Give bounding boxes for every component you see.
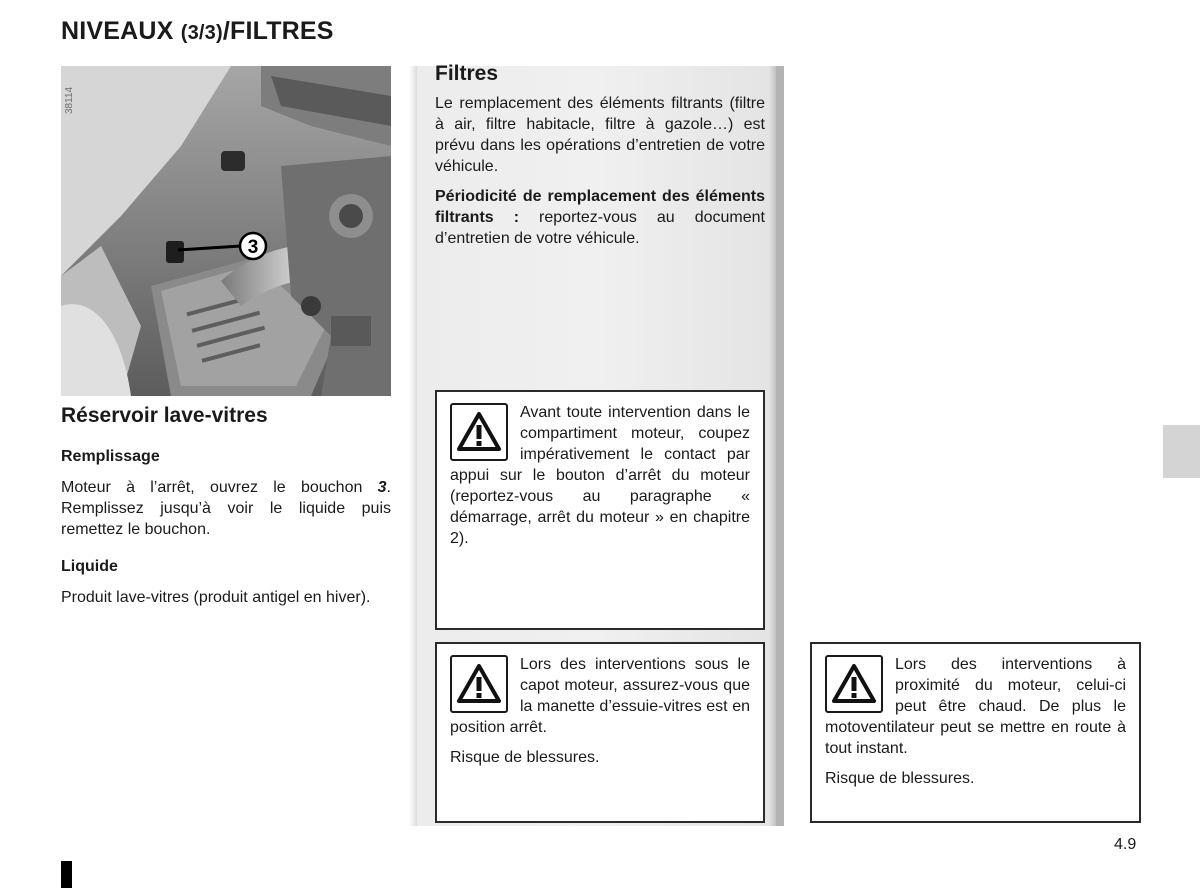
- warning-triangle-icon: [450, 655, 508, 713]
- filling-paragraph: [61, 477, 391, 540]
- filters-periodicity: [435, 186, 765, 249]
- print-mark: [61, 861, 72, 888]
- engine-bay-illustration: [61, 66, 391, 396]
- warning-risk-hot-engine: Risque de blessures.: [825, 770, 975, 787]
- warning-text-hot-engine: Lors des interventions à proximité du moteur, celui-ci peut être chaud. De plus le motoventilateur peut se mettre en route à tout instant.: [825, 656, 1126, 757]
- washer-reservoir-heading: Réservoir lave-vitres: [61, 404, 268, 427]
- filling-subheading: Remplissage: [61, 448, 160, 465]
- chapter-tab-marker: [1163, 425, 1200, 478]
- filters-paragraph: Le remplacement des éléments filtrants (filtre à air, filtre habitacle, filtre à gazole…) est prévu dans les opérations d’entretien de votre véhicule.: [435, 95, 765, 175]
- filling-text-end: . Remplissez jusqu’à voir le liquide puis remettez le bouchon.: [61, 479, 391, 538]
- cap-reference: 3: [377, 479, 387, 496]
- warning-text-wiper: Lors des interventions sous le capot moteur, assurez-vous que la manette d’essuie-vitres est en position arrêt.: [450, 656, 750, 736]
- warning-risk-wiper: Risque de blessures.: [450, 749, 600, 766]
- figure-code: 38114: [64, 86, 75, 114]
- filters-heading: Filtres: [435, 62, 499, 85]
- warning-box-hot-engine: [810, 642, 1141, 823]
- warning-box-engine-stop: [435, 390, 765, 630]
- title-main: NIVEAUX: [61, 17, 174, 45]
- callout-3: 3: [247, 237, 259, 258]
- warning-triangle-icon: [825, 655, 883, 713]
- title-section: (3/3): [180, 22, 223, 44]
- filling-text-start: Moteur à l’arrêt, ouvrez le bouchon: [61, 479, 378, 496]
- engine-bay-photo: [61, 66, 391, 396]
- page-title: [61, 17, 334, 46]
- filters-section: [435, 62, 765, 258]
- washer-reservoir-section: [61, 404, 391, 626]
- periodicity-label: Périodicité de remplacement des éléments filtrants :: [435, 188, 765, 226]
- periodicity-text: reportez-vous au document d’entretien de votre véhicule.: [435, 209, 765, 247]
- page-number: 4.9: [1114, 836, 1137, 853]
- warning-triangle-icon: [450, 403, 508, 461]
- warning-text-engine-stop: Avant toute intervention dans le compartiment moteur, coupez impérativement le contact par appui sur le bouton d’arrêt du moteur (reportez-vous au paragraphe « démarrage, arrêt du moteur » en chapitre 2).: [450, 404, 750, 547]
- warning-box-wiper: [435, 642, 765, 823]
- fluid-paragraph: Produit lave-vitres (produit antigel en hiver).: [61, 589, 371, 606]
- fluid-subheading: Liquide: [61, 558, 118, 575]
- title-tail: /FILTRES: [222, 17, 334, 45]
